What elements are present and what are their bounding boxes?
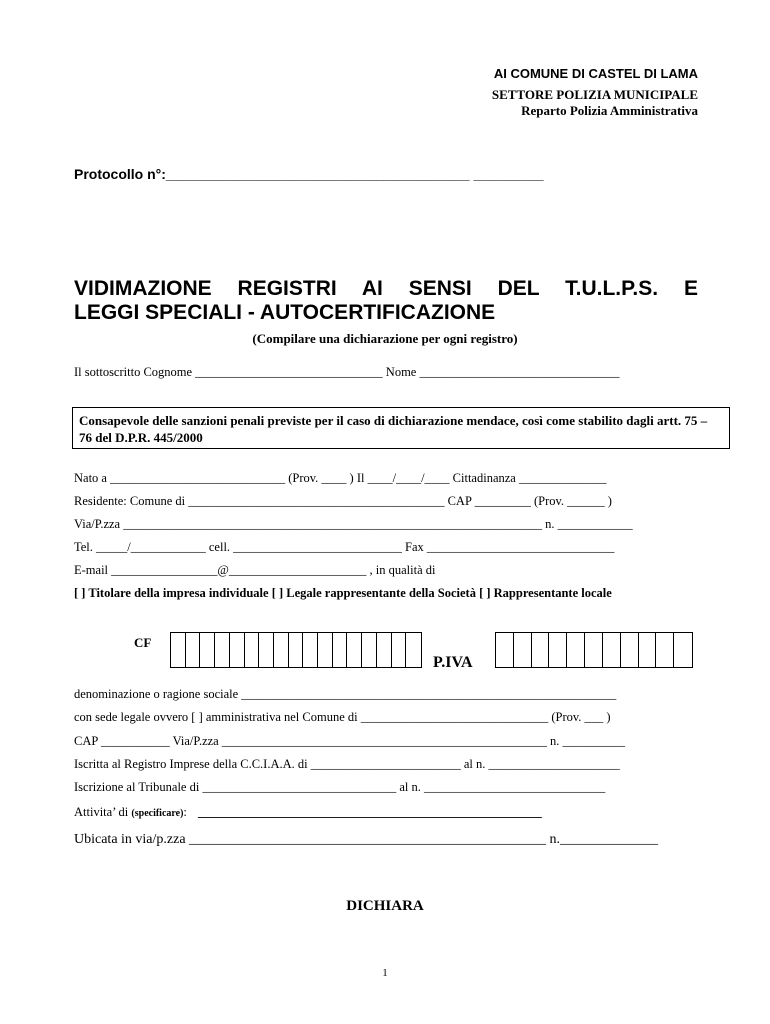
company-address-field[interactable]: CAP ___________ Via/P.zza ____________________________________________________ n. __________ — [74, 734, 625, 748]
location-field[interactable]: Ubicata in via/p.zza ___________________________________________________ n.______________ — [74, 832, 659, 847]
page-number: 1 — [382, 967, 388, 979]
activity-field[interactable] — [74, 805, 542, 820]
company-name-field[interactable]: denominazione o ragione sociale ____________________________________________________________ — [74, 687, 617, 701]
subtitle: (Compilare una dichiarazione per ogni registro) — [252, 331, 518, 346]
activity-blank[interactable]: _______________________________________________________ — [198, 805, 542, 819]
cf-grid[interactable] — [170, 632, 422, 668]
title-line-1: VIDIMAZIONE REGISTRI AI SENSI DEL T.U.L.P.S. E — [74, 277, 698, 300]
tribunal-field[interactable]: Iscrizione al Tribunale di _______________________________ al n. _____________________________ — [74, 780, 606, 794]
piva-grid[interactable] — [495, 632, 693, 668]
declares-heading: DICHIARA — [346, 898, 424, 914]
activity-label: Attivita’ di — [74, 805, 129, 819]
notice-box: Consapevole delle sanzioni penali previste per il caso di dichiarazione mendace, così come stabilito dagli artt. 75 – 76 del D.P.R. 445/2000 — [72, 407, 730, 449]
department: SETTORE POLIZIA MUNICIPALE — [491, 87, 698, 102]
cf-label: CF — [134, 635, 152, 650]
activity-hint: (specificare) — [131, 808, 184, 819]
birth-field[interactable]: Nato a ____________________________ (Prov. ____ ) Il ____/____/____ Cittadinanza ______________ — [74, 471, 607, 485]
title-line-2: LEGGI SPECIALI - AUTOCERTIFICAZIONE — [74, 301, 496, 324]
protocol-field[interactable]: Protocollo n°:_______________________________________ _________ — [74, 166, 544, 182]
activity-colon: : — [183, 805, 187, 819]
office: Reparto Polizia Amministrativa — [521, 103, 698, 118]
document-title — [74, 277, 698, 325]
email-field[interactable]: E-mail _________________@______________________ , in qualità di — [74, 563, 436, 577]
street-field[interactable]: Via/P.zza ___________________________________________________________________ n. ____________ — [74, 517, 633, 531]
phone-field[interactable]: Tel. _____/____________ cell. ___________________________ Fax ______________________________ — [74, 540, 615, 554]
business-registry-field[interactable]: Iscritta al Registro Imprese della C.C.I.A.A. di ________________________ al n. _____________________ — [74, 757, 620, 771]
company-seat-field[interactable]: con sede legale ovvero [ ] amministrativa nel Comune di ______________________________ (Prov. ___ ) — [74, 710, 611, 724]
role-options[interactable]: [ ] Titolare della impresa individuale [ ] Legale rappresentante della Società [ ] Rappresentante locale — [74, 586, 612, 600]
residence-field[interactable]: Residente: Comune di _________________________________________ CAP _________ (Prov. ______ ) — [74, 494, 612, 508]
signer-name-field[interactable]: Il sottoscritto Cognome ______________________________ Nome ________________________________ — [74, 365, 620, 379]
recipient: AI COMUNE DI CASTEL DI LAMA — [493, 66, 698, 81]
piva-label: P.IVA — [433, 654, 473, 671]
